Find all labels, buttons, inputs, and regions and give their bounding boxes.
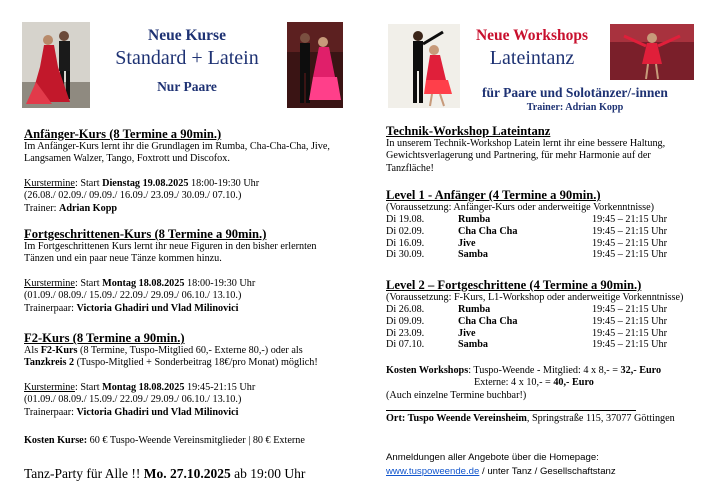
left-header [92, 26, 282, 96]
advanced-course-title: Fortgeschrittenen-Kurs (8 Termine a 90min.) [24, 227, 267, 241]
level2-requirement: (Voraussetzung: F-Kurs, L1-Workshop oder anderweitige Vorkenntnisse) [386, 292, 684, 303]
beginner-course-desc-2: Langsamen Walzer, Tango, Foxtrott und Discofox. [24, 153, 230, 165]
course-costs-label: Kosten Kurse: [24, 435, 88, 446]
schedule-date: Di 07.10. [386, 339, 425, 351]
schedule-dance: Samba [458, 339, 489, 351]
schedule-row [386, 316, 667, 328]
header-neue-kurse: Neue Kurse [148, 27, 226, 44]
homepage-link-suffix: / unter Tanz / Gesellschaftstanz [479, 466, 616, 477]
schedule-date: Di 09.09. [386, 316, 425, 327]
schedule-date: Di 19.08. [386, 214, 425, 226]
right-subheader [440, 85, 710, 114]
course-costs-value: 60 € Tuspo-Weende Vereinsmitglieder | 80 € Externe [87, 435, 305, 446]
tanz-party [24, 466, 354, 482]
level1-block [386, 188, 716, 261]
advanced-course-desc-1: Im Fortgeschrittenen Kurs lernt ihr neue Figuren in den bisher erlernten [24, 241, 317, 252]
schedule-date: Di 23.09. [386, 327, 425, 339]
advanced-course-trainer [24, 303, 354, 315]
beginner-course-dates: (26.08./ 02.09./ 09.09./ 16.09./ 23.09./ 30.09./ 07.10.) [24, 190, 242, 202]
beginner-start-prefix: : Start [74, 177, 103, 189]
standard-dance-photo [22, 22, 90, 108]
schedule-dance: Cha Cha Cha [458, 316, 518, 327]
header-lateintanz: Lateintanz [489, 47, 575, 69]
schedule-dance: Rumba [458, 304, 491, 316]
advanced-trainer-label: Trainerpaar: [24, 302, 77, 314]
beginner-trainer-label: Trainer: [24, 202, 59, 214]
solo-dancer-photo [610, 24, 694, 80]
level1-title: Level 1 - Anfänger (4 Termine a 90min.) [386, 188, 601, 202]
schedule-dance: Rumba [458, 214, 491, 226]
advanced-course-desc-2: Tänzen und ein paar neue Tänze kommen hinzu. [24, 253, 222, 265]
course-costs [24, 435, 354, 447]
header-nur-paare: Nur Paare [157, 79, 217, 94]
workshop-costs-member: : Tuspo-Weende - Mitglied: 4 x 8,- = [468, 365, 621, 376]
beginner-course-block [24, 127, 354, 215]
level1-schedule [386, 214, 667, 260]
technik-workshop-block [386, 124, 716, 175]
advanced-course-start [24, 278, 354, 290]
f2-line1-bold: F2-Kurs [40, 345, 78, 356]
schedule-time: 19:45 – 21:15 Uhr [592, 304, 667, 316]
schedule-time: 19:45 – 21:15 Uhr [592, 339, 667, 351]
workshop-costs-member-total: 32,- Euro [620, 365, 662, 376]
schedule-row [386, 249, 667, 261]
schedule-row [386, 226, 667, 238]
schedule-time: 19:45 – 21:15 Uhr [592, 316, 667, 327]
technik-desc-3: Tanzfläche! [386, 162, 434, 174]
advanced-start-prefix: : Start [74, 277, 103, 289]
schedule-date: Di 16.09. [386, 237, 425, 249]
schedule-time: 19:45 – 21:15 Uhr [592, 327, 667, 339]
f2-course-start [24, 382, 354, 394]
workshop-costs-external: Externe: 4 x 10,- = [474, 377, 554, 389]
tanz-party-post: ab 19:00 Uhr [230, 466, 306, 481]
header-trainer [440, 101, 710, 114]
schedule-date: Di 30.09. [386, 249, 425, 261]
tanz-party-pre: Tanz-Party für Alle !! [24, 466, 144, 481]
header-trainer-name: Adrian Kopp [565, 102, 624, 113]
technik-desc-2: Gewichtsverlagerung und Partnering, für mehr Harmonie auf der [386, 150, 651, 162]
header-trainer-label: Trainer: [526, 102, 566, 113]
beginner-course-title: Anfänger-Kurs (8 Termine a 90min.) [24, 127, 222, 141]
f2-line2-bold: Tanzkreis 2 [24, 357, 75, 369]
f2-start-time: 19:45-21:15 Uhr [184, 381, 256, 393]
f2-course-trainer [24, 407, 354, 419]
f2-trainer-name: Victoria Ghadiri und Vlad Milinovici [76, 406, 239, 418]
signup-text: Anmeldungen aller Angebote über die Homepage: [386, 452, 599, 463]
f2-course-title: F2-Kurs (8 Termine a 90min.) [24, 331, 185, 345]
level2-schedule [386, 304, 667, 350]
beginner-course-trainer [24, 203, 354, 215]
f2-line2-post: (Tuspo-Mitglied + Sonderbeitrag 18€/pro Monat) möglich! [74, 357, 318, 369]
advanced-start-time: 18:00-19:30 Uhr [184, 277, 256, 289]
advanced-course-block [24, 227, 354, 315]
header-standard-latein: Standard + Latein [115, 47, 259, 69]
f2-start-prefix: : Start [74, 381, 103, 393]
f2-course-line-2 [24, 357, 354, 369]
beginner-course-start [24, 178, 354, 190]
right-header [460, 26, 604, 70]
schedule-row [386, 214, 667, 226]
schedule-dance: Jive [458, 237, 476, 249]
schedule-row [386, 304, 667, 316]
workshop-costs-note: (Auch einzelne Termine buchbar!) [386, 389, 527, 401]
f2-line1-pre: Als [24, 345, 41, 356]
beginner-start-time: 18:00-19:30 Uhr [188, 177, 260, 189]
level1-requirement: (Voraussetzung: Anfänger-Kurs oder anderweitige Vorkenntnisse) [386, 202, 654, 213]
schedule-row [386, 238, 667, 250]
location-label: Ort: Tuspo Weende Vereinsheim [386, 413, 527, 424]
beginner-start-date: Dienstag 19.08.2025 [102, 177, 189, 189]
schedule-dance: Jive [458, 327, 476, 339]
location-value: , Springstraße 115, 37077 Göttingen [526, 413, 675, 424]
schedule-date: Di 02.09. [386, 226, 425, 237]
advanced-dates-label: Kurstermine [24, 277, 75, 289]
technik-workshop-title: Technik-Workshop Lateintanz [386, 124, 551, 138]
beginner-dates-label: Kurstermine [24, 177, 75, 189]
tanz-party-date: Mo. 27.10.2025 [143, 466, 231, 481]
advanced-course-dates: (01.09./ 08.09./ 15.09./ 22.09./ 29.09./ 06.10./ 13.10.) [24, 290, 242, 302]
schedule-time: 19:45 – 21:15 Uhr [592, 249, 667, 261]
workshop-costs-external-total: 40,- Euro [553, 377, 594, 389]
f2-line1-post: (8 Termine, Tuspo-Mitglied 60,- Externe 80,-) oder als [77, 345, 303, 356]
latin-dance-photo [287, 22, 343, 108]
workshop-costs-line-2 [386, 377, 716, 389]
technik-desc-1: In unserem Technik-Workshop Latein lernt ihr eine bessere Haltung, [386, 138, 666, 149]
beginner-course-desc-1: Im Anfänger-Kurs lernt ihr die Grundlagen im Rumba, Cha-Cha-Cha, Jive, [24, 141, 330, 152]
workshop-costs-line-1 [386, 365, 716, 377]
advanced-start-date: Montag 18.08.2025 [102, 277, 185, 289]
header-paare-solo: für Paare und Solotänzer/-innen [482, 85, 668, 100]
header-neue-workshops: Neue Workshops [475, 27, 589, 44]
advanced-trainer-name: Victoria Ghadiri und Vlad Milinovici [76, 302, 239, 314]
f2-course-dates: (01.09./ 08.09./ 15.09./ 22.09./ 29.09./ 06.10./ 13.10.) [24, 394, 242, 406]
schedule-row [386, 339, 667, 351]
schedule-dance: Cha Cha Cha [458, 226, 518, 237]
f2-start-date: Montag 18.08.2025 [102, 381, 185, 393]
schedule-time: 19:45 – 21:15 Uhr [592, 226, 667, 237]
schedule-time: 19:45 – 21:15 Uhr [592, 214, 667, 226]
schedule-dance: Samba [458, 249, 489, 261]
location-divider [386, 410, 636, 411]
signup-block [386, 451, 716, 479]
signup-link-line [386, 465, 716, 479]
f2-course-block [24, 331, 354, 419]
f2-course-line-1 [24, 345, 354, 357]
homepage-link[interactable]: www.tuspoweende.de [386, 466, 480, 477]
schedule-row [386, 328, 667, 340]
workshop-costs-label: Kosten Workshops [386, 365, 469, 376]
schedule-date: Di 26.08. [386, 304, 425, 316]
level2-title: Level 2 – Fortgeschrittene (4 Termine a 90min.) [386, 278, 642, 292]
schedule-time: 19:45 – 21:15 Uhr [592, 237, 667, 249]
f2-dates-label: Kurstermine [24, 381, 75, 393]
workshop-costs-block [386, 365, 716, 402]
beginner-trainer-name: Adrian Kopp [59, 202, 118, 214]
location-block [386, 413, 716, 425]
f2-trainer-label: Trainerpaar: [24, 406, 77, 418]
level2-block [386, 278, 716, 351]
